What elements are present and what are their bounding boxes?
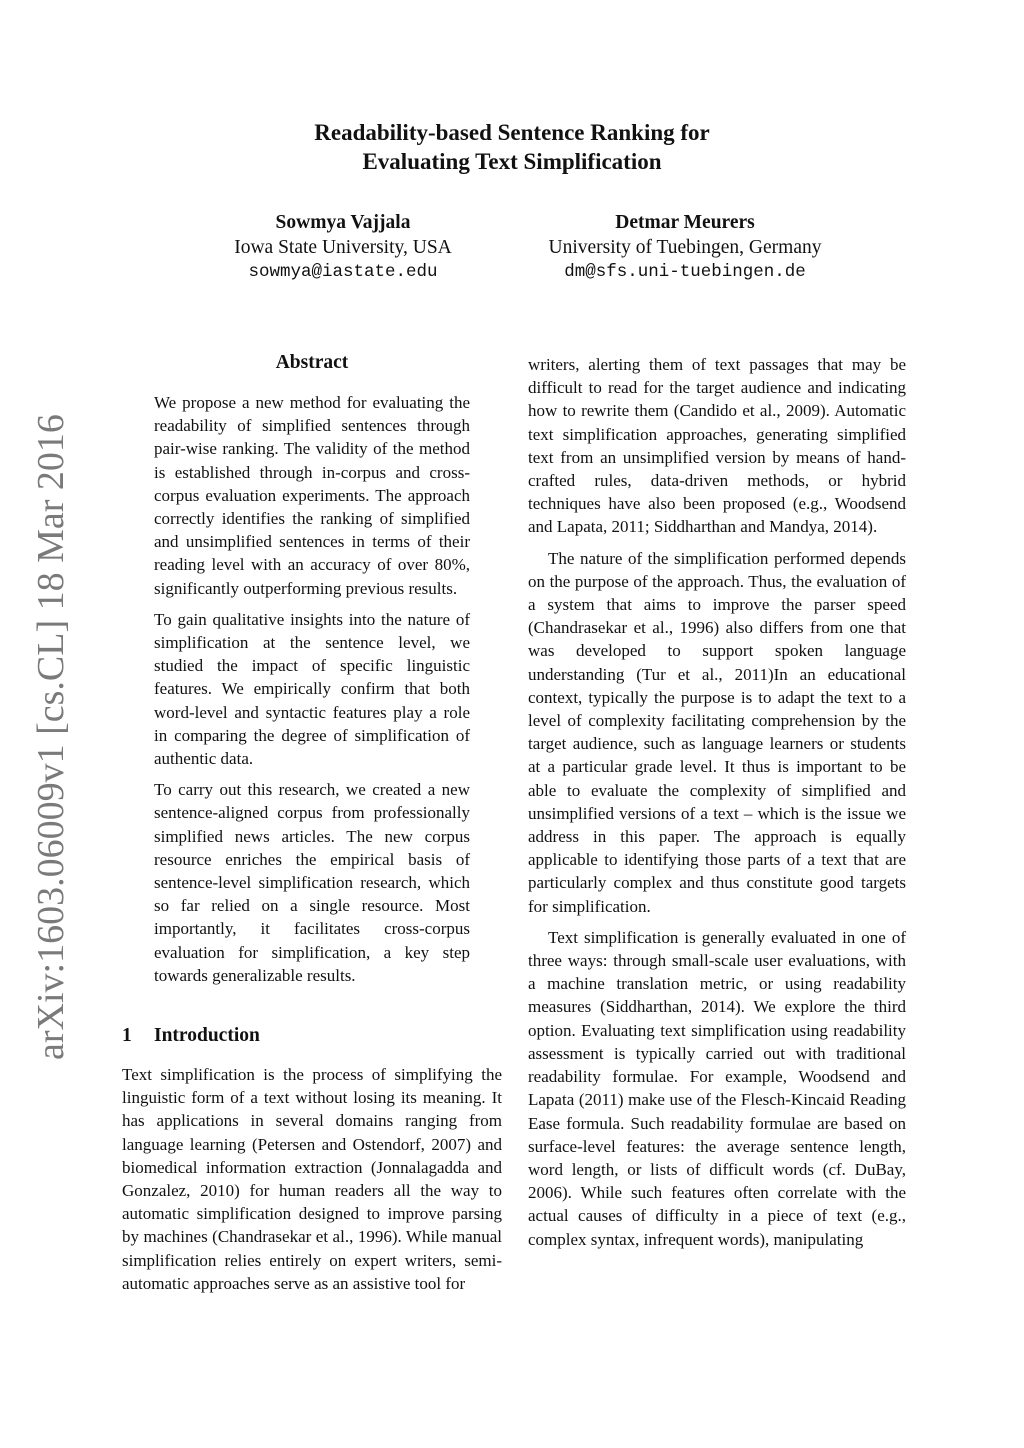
abstract-paragraph: To gain qualitative insights into the nature of simplification at the sentence level, we studied the impact of specific linguistic features. We empirically confirm that both word-level and syntactic features play a role in comparing the degree of simplification of authentic data. (154, 609, 470, 769)
body-paragraph: Text simplification is generally evaluated in one of three ways: through small-scale user evaluations, with a machine translation metric, or using readability measures (Siddharthan, 2014). We explore the third option. Evaluating text simplification using readability assessment is typically carried out with traditional readability formulae. For example, Woodsend and Lapata (2011) make use of the Flesch-Kincaid Reading Ease formula. Such readability formulae are based on surface-level features: the average sentence length, word length, or lists of difficult words (cf. DuBay, 2006). While such features often correlate with the actual causes of difficulty in a piece of text (e.g., complex syntax, infrequent words), manipulating (528, 927, 906, 1249)
author-name: Detmar Meurers (615, 212, 755, 233)
author-name: Sowmya Vajjala (275, 212, 411, 233)
abstract-body (154, 391, 470, 995)
body-paragraph: writers, alerting them of text passages that may be difficult to read for the target audience and indicating how to rewrite them (Candido et al., 2009). Automatic text simplification approaches, generating simplified text from an unsimplified version by means of hand-crafted rules, data-driven methods, or hybrid techniques have also been proposed (e.g., Woodsend and Lapata, 2011; Siddharthan and Mandya, 2014). (528, 355, 906, 537)
author-email: dm@sfs.uni-tuebingen.de (564, 262, 806, 282)
section-number: 1 (122, 1025, 132, 1046)
title-line-1: Readability-based Sentence Ranking for (314, 120, 710, 145)
author-block-1 (212, 210, 474, 285)
title-line-2: Evaluating Text Simplification (362, 149, 662, 174)
right-column (528, 353, 906, 1259)
abstract-heading: Abstract (275, 352, 349, 373)
author-email: sowmya@iastate.edu (248, 262, 438, 282)
body-paragraph: The nature of the simplification performed depends on the purpose of the approach. Thus, the evaluation of a system that aims to improve the parser speed (Chandrasekar et al., 1996) also differs from one that was developed to support spoken language understanding (Tur et al., 2011)In an educational context, typically the purpose is to adapt the text to a level of complexity facilitating comprehension by the target audience, such as language learners or students at a particular grade level. It thus is important to be able to evaluate the complexity of simplified and unsimplified versions of a text – which is the issue we address in this paper. The approach is equally applicable to identifying those parts of a text that are particularly complex and thus constitute good targets for simplification. (528, 548, 906, 916)
section-title: Introduction (154, 1025, 260, 1046)
abstract-paragraph: To carry out this research, we created a new sentence-aligned corpus from professionally simplified news articles. The new corpus resource enriches the empirical basis of sentence-level simplification research, which so far relied on a single resource. Most importantly, it facilitates cross-corpus evaluation for simplification, a key step towards generalizable results. (154, 780, 470, 985)
body-paragraph: Text simplification is the process of simplifying the linguistic form of a text without losing its meaning. It has applications in several domains ranging from language learning (Petersen and Ostendorf, 2007) and biomedical information extraction (Jonnalagadda and Gonzalez, 2010) for human readers all the way to automatic simplification designed to improve parsing by machines (Chandrasekar et al., 1996). While manual simplification relies entirely on expert writers, semi-automatic approaches serve as an assistive tool for (122, 1065, 502, 1293)
author-affiliation: Iowa State University, USA (234, 237, 452, 258)
author-affiliation: University of Tuebingen, Germany (548, 237, 822, 258)
arxiv-stamp: arXiv:1603.06009v1 [cs.CL] 18 Mar 2016 (30, 414, 72, 1060)
abstract-paragraph: We propose a new method for evaluating the readability of simplified sentences through pair-wise ranking. The validity of the method is established through in-corpus and cross-corpus evaluation experiments. The approach correctly identifies the ranking of simplified and unsimplified sentences in terms of their reading level with an accuracy of over 80%, significantly outperforming previous results. (154, 393, 470, 598)
paper-title (0, 118, 1024, 176)
section-heading-introduction (122, 1025, 260, 1047)
introduction-left-column (122, 1063, 502, 1295)
author-block-2 (520, 210, 850, 285)
